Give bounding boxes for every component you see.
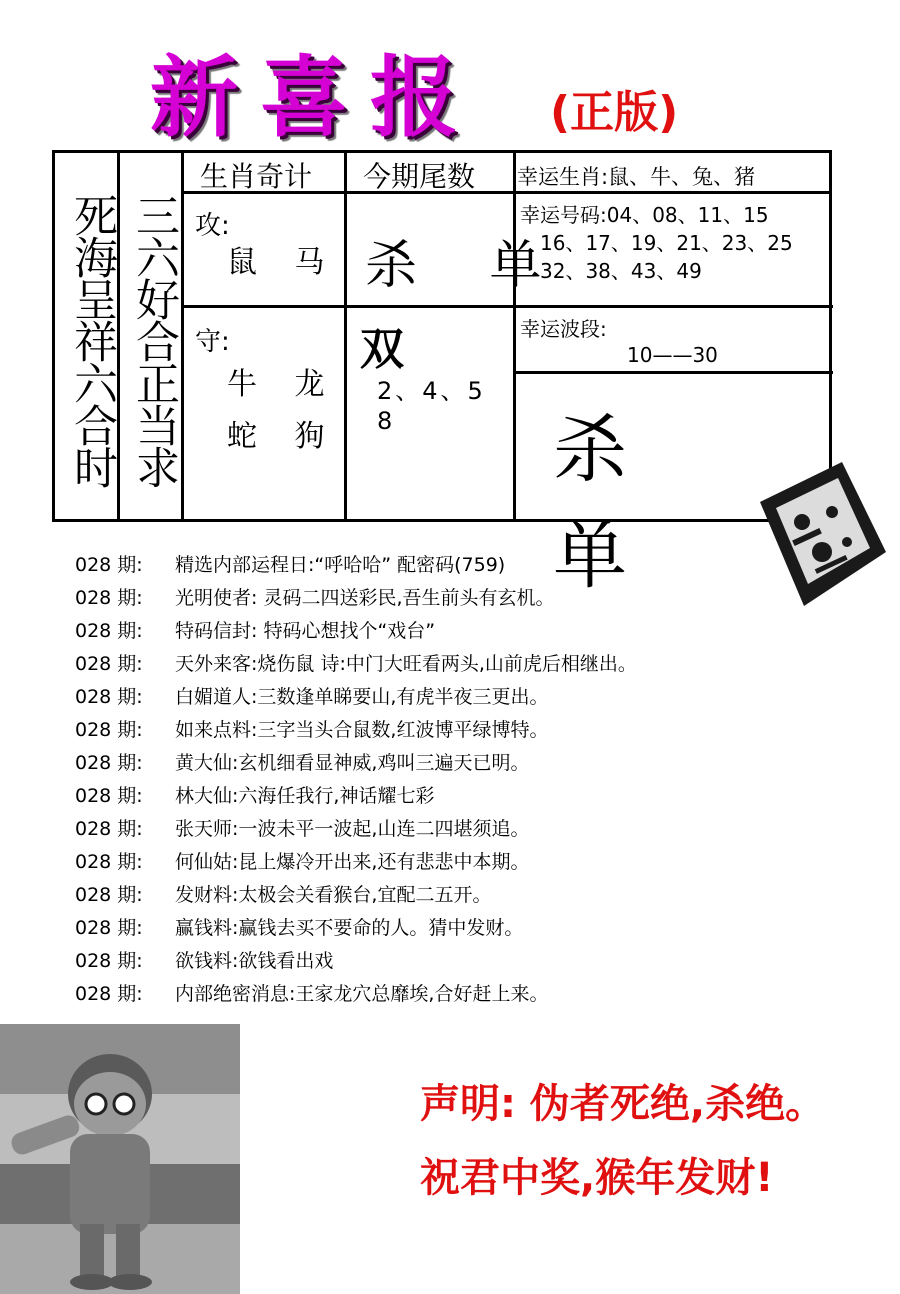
lucky-wave-value: 10——30 — [627, 343, 718, 367]
statue-photo — [0, 1024, 240, 1294]
list-item: 028 期: 白媚道人:三数逢单睇要山,有虎半夜三更出。 — [75, 686, 549, 708]
tail-kill: 杀 单 — [365, 236, 570, 296]
list-item: 028 期: 精选内部运程日:“呼哈哈” 配密码(759) — [75, 554, 506, 576]
list-item: 028 期: 光明使者: 灵码二四送彩民,吾生前头有玄机。 — [75, 587, 555, 609]
page-title: 新喜报 — [150, 46, 481, 149]
attack-values: 鼠 马 — [227, 245, 339, 280]
tail-double: 双 — [360, 324, 404, 375]
lucky-numbers-line2: 16、17、19、21、23、25 — [540, 231, 793, 255]
left-couplet: 死海呈祥六合时 — [66, 193, 117, 487]
list-item: 028 期: 如来点料:三字当头合鼠数,红波博平绿博特。 — [75, 719, 549, 741]
defend-line2: 蛇 狗 — [227, 419, 339, 454]
second-couplet: 三六好合正当求 — [128, 193, 179, 487]
wish-slogan: 祝君中奖,猴年发财! — [420, 1155, 774, 1201]
lucky-wave-label: 幸运波段: — [520, 317, 607, 341]
seal-stamp — [752, 462, 890, 610]
list-item: 028 期: 发财料:太极会关看猴台,宜配二五开。 — [75, 884, 492, 906]
tail-numbers-line1: 2、4、5 — [377, 377, 486, 405]
list-item: 028 期: 天外来客:烧伤鼠 诗:中门大旺看两头,山前虎后相继出。 — [75, 653, 637, 675]
defend-line1: 牛 龙 — [227, 367, 339, 402]
list-item: 028 期: 欲钱料:欲钱看出戏 — [75, 950, 334, 972]
attack-label: 攻: — [195, 211, 230, 241]
header-tail: 今期尾数 — [363, 160, 476, 193]
list-item: 028 期: 赢钱料:赢钱去买不要命的人。猜中发财。 — [75, 917, 524, 939]
lucky-numbers-label: 幸运号码:04、08、11、15 — [520, 203, 769, 227]
header-zodiac: 生肖奇计 — [200, 160, 313, 193]
tail-numbers-line2: 8 — [377, 407, 393, 435]
statement-slogan: 声明: 伪者死绝,杀绝。 — [420, 1081, 826, 1127]
list-item: 028 期: 林大仙:六海任我行,神话耀七彩 — [75, 785, 435, 807]
list-item: 028 期: 特码信封: 特码心想找个“戏台” — [75, 620, 436, 642]
list-item: 028 期: 黄大仙:玄机细看显神威,鸡叫三遍天已明。 — [75, 752, 530, 774]
lucky-numbers-line3: 32、38、43、49 — [540, 259, 702, 283]
lucky-zodiac: 幸运生肖:鼠、牛、兔、猪 — [517, 165, 756, 189]
list-item: 028 期: 内部绝密消息:王家龙穴总靡埃,合好赶上来。 — [75, 983, 549, 1005]
list-item: 028 期: 张天师:一波未平一波起,山连二四堪须追。 — [75, 818, 530, 840]
defend-label: 守: — [195, 327, 230, 357]
edition-label: (正版) — [550, 87, 679, 138]
list-item: 028 期: 何仙姑:昆上爆冷开出来,还有悲悲中本期。 — [75, 851, 530, 873]
big-kill: 杀 单 — [553, 407, 677, 599]
